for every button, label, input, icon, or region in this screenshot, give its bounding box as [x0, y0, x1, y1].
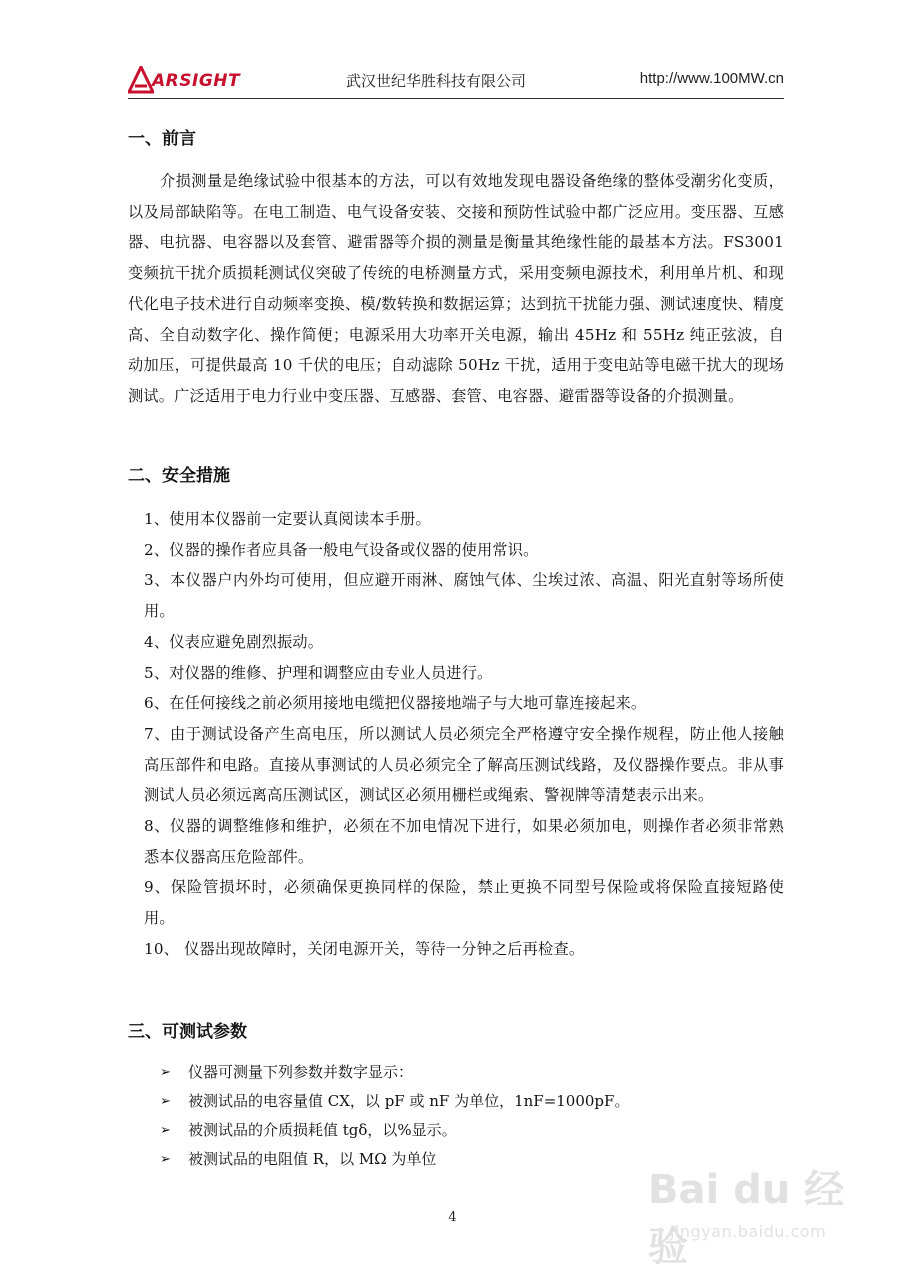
logo-mark-icon: [128, 66, 154, 94]
list-item: 1、使用本仪器前一定要认真阅读本手册。: [144, 510, 431, 528]
list-item-text: 被测试品的电容量值 CX，以 pF 或 nF 为单位，1nF=1000pF。: [188, 1092, 630, 1110]
company-name: 武汉世纪华胜科技有限公司: [346, 72, 527, 90]
page-number: 4: [448, 1210, 457, 1225]
arrow-bullet-icon: ➢: [160, 1094, 171, 1109]
section-title-parameters: 三、可测试参数: [128, 1022, 247, 1042]
list-item: 8、仪器的调整维修和维护，必须在不加电情况下进行，如果必须加电，则操作者必须非常熟悉本仪器高压危险部件。: [144, 817, 784, 866]
list-item-text: 仪器可测量下列参数并数字显示：: [188, 1063, 414, 1081]
baidu-jingyan-watermark: [640, 1148, 870, 1268]
watermark-url: jingyan.baidu.com: [670, 1222, 827, 1241]
arrow-bullet-icon: ➢: [160, 1123, 171, 1138]
preface-paragraph: 介损测量是绝缘试验中很基本的方法，可以有效地发现电器设备绝缘的整体受潮劣化变质，以及局部缺陷等。在电工制造、电气设备安装、交接和预防性试验中都广泛应用。变压器、互感器、电抗器、电容器以及套管、避雷器等介损的测量是衡量其绝缘性能的最基本方法。FS3001 变频抗干扰介质损耗测试仪突破了传统的电桥测量方式，采用变频电源技术，利用单片机、和现代化电子技术进行自动频率变换、模/数转换和数据运算；达到抗干扰能力强、测试速度快、精度高、全自动数字化、操作简便；电源采用大功率开关电源，输出 45Hz 和 55Hz 纯正弦波，自动加压，可提供最高 10 千伏的电压；自动滤除 50Hz 干扰，适用于变电站等电磁干扰大的现场测试。广泛适用于电力行业中变压器、互感器、套管、电容器、避雷器等设备的介损测量。: [128, 172, 784, 405]
farsight-logo: [128, 66, 258, 94]
list-item: [160, 1087, 780, 1116]
logo-text: ARSIGHT: [152, 71, 241, 91]
list-item: [160, 1058, 780, 1087]
header-divider: [128, 98, 784, 99]
arrow-bullet-icon: ➢: [160, 1065, 171, 1080]
safety-list: [128, 504, 784, 965]
list-item: 3、本仪器户内外均可使用，但应避开雨淋、腐蚀气体、尘埃过浓、高温、阳光直射等场所使用。: [144, 571, 784, 621]
website-url[interactable]: http://www.100MW.cn: [639, 70, 784, 87]
list-item: 10、 仪器出现故障时，关闭电源开关，等待一分钟之后再检查。: [144, 939, 585, 958]
list-item: 9、保险管损坏时，必须确保更换同样的保险，禁止更换不同型号保险或将保险直接短路使用。: [144, 878, 784, 928]
section-title-preface: 一、前言: [128, 129, 196, 149]
section-title-safety: 二、安全措施: [128, 466, 230, 486]
arrow-bullet-icon: ➢: [160, 1152, 171, 1167]
page-header: [128, 60, 784, 100]
list-item: 2、仪器的操作者应具备一般电气设备或仪器的使用常识。: [144, 540, 539, 559]
list-item-text: 被测试品的电阻值 R，以 MΩ 为单位: [188, 1150, 437, 1168]
list-item: [160, 1116, 780, 1145]
list-item: 6、在任何接线之前必须用接地电缆把仪器接地端子与大地可靠连接起来。: [144, 694, 647, 713]
list-item: 4、仪表应避免剧烈振动。: [144, 632, 324, 651]
list-item-text: 被测试品的介质损耗值 tgδ，以%显示。: [188, 1121, 457, 1139]
list-item: 7、由于测试设备产生高电压，所以测试人员必须完全严格遵守安全操作规程，防止他人接触高压部件和电路。直接从事测试的人员必须完全了解高压测试线路，及仪器操作要点。非从事测试人员必须远离高压测试区，测试区必须用栅栏或绳索、警视牌等清楚表示出来。: [144, 724, 784, 805]
watermark-brand: Bai du 经验: [648, 1167, 845, 1270]
list-item: 5、对仪器的维修、护理和调整应由专业人员进行。: [144, 663, 493, 682]
